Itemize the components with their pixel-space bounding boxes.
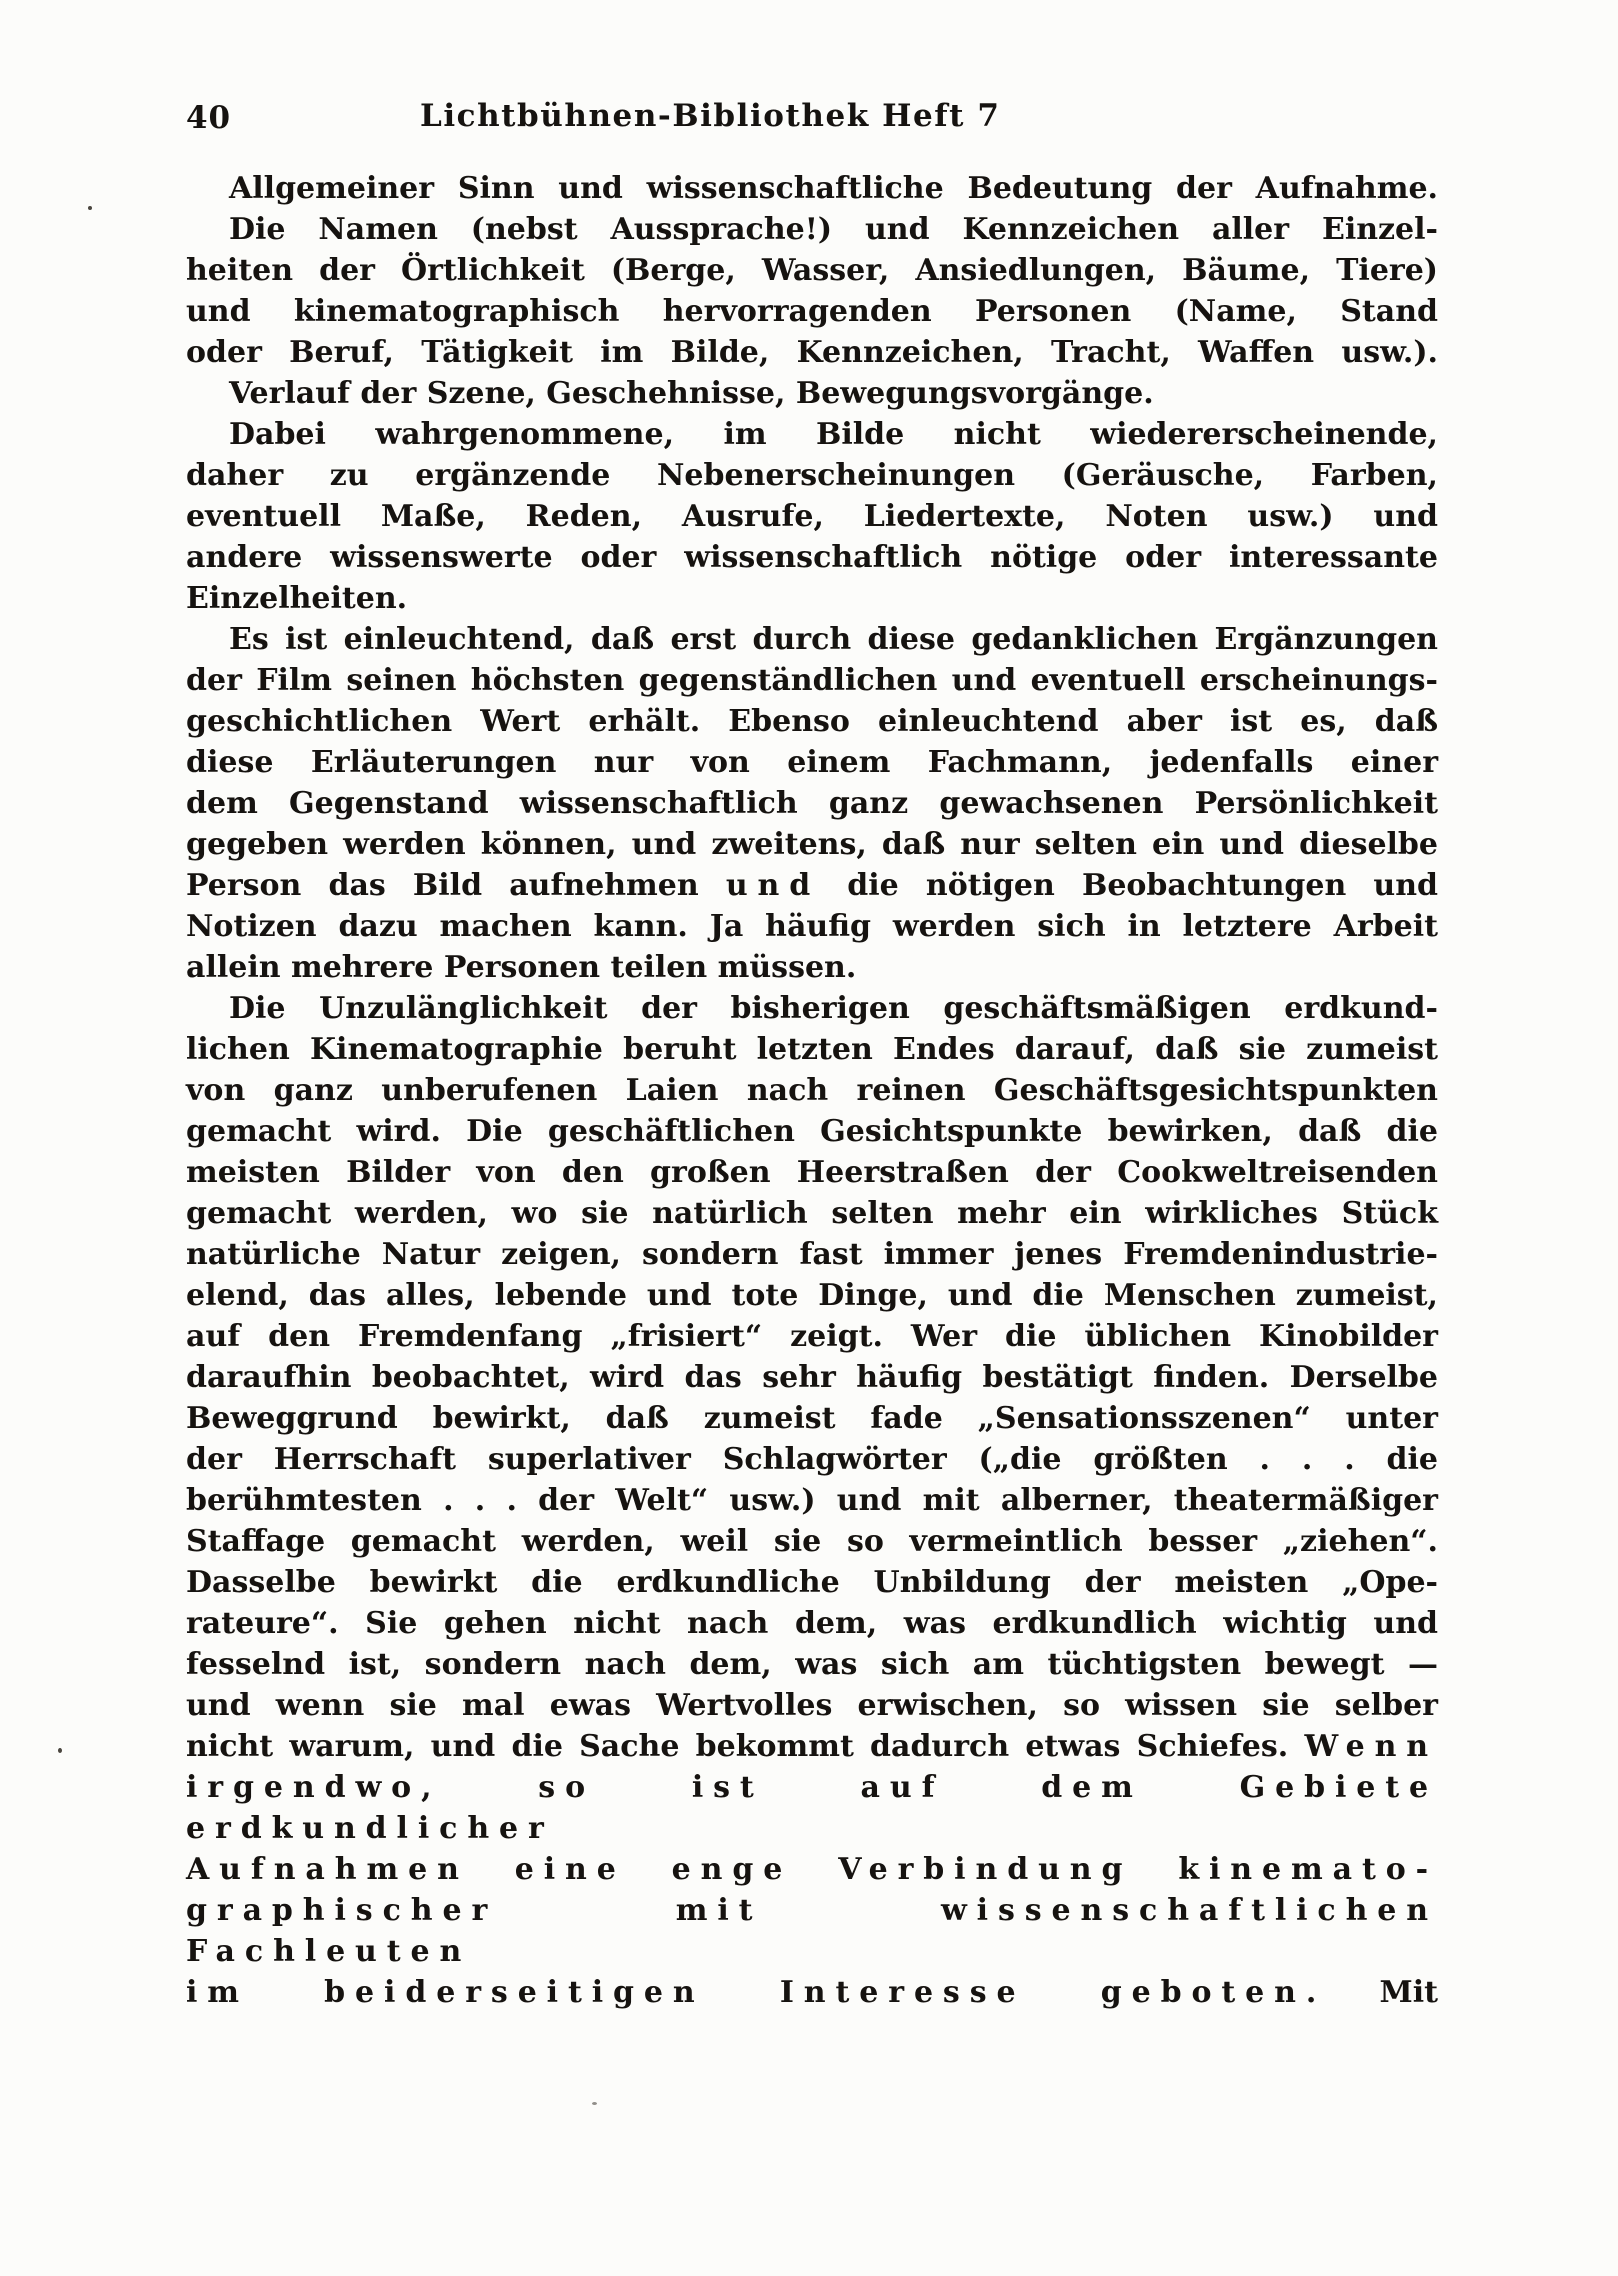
text-block [186,168,1438,2013]
text-segment: nicht warum, und die Sache bekommt dadurch etwas Schiefes. [186,1729,1305,1764]
text-segment: Notizen dazu machen kann. Ja häufig werden sich in letztere Arbeit [186,909,1438,944]
letterspaced-text: im beiderseitigen Interesse geboten. [186,1975,1327,2010]
text-line [186,1152,1438,1193]
text-line [186,1275,1438,1316]
text-segment: elend, das alles, lebende und tote Dinge, und die Menschen zumeist, [186,1278,1438,1313]
text-segment: der Film seinen höchsten gegenständlichen und eventuell erscheinungs- [186,663,1438,698]
text-segment: Allgemeiner Sinn und wissenschaftliche Bedeutung der Aufnahme. [229,171,1438,206]
text-line [186,291,1438,332]
text-line [186,1029,1438,1070]
text-line [186,1234,1438,1275]
text-segment: die nötigen Beobachtungen und [820,868,1439,903]
paragraph [186,209,1438,373]
text-segment: Die Namen (nebst Aussprache!) und Kennzeichen aller Einzel- [229,212,1438,247]
running-title: Lichtbühnen-Bibliothek Heft 7 [420,98,1001,134]
text-segment: heiten der Örtlichkeit (Berge, Wasser, Ansiedlungen, Bäume, Tiere) [186,253,1438,288]
text-segment: Einzelheiten. [186,581,408,616]
text-segment: Dabei wahrgenommene, im Bilde nicht wiedererscheinende, [229,417,1438,452]
text-segment: und wenn sie mal ewas Wertvolles erwischen, so wissen sie selber [186,1688,1438,1723]
text-segment: der Herrschaft superlativer Schlagwörter („die größten . . . die [186,1442,1438,1477]
letterspaced-text: irgendwo, so ist auf dem Gebiete erdkundlicher [186,1770,1438,1846]
text-line [186,619,1438,660]
text-line [186,660,1438,701]
text-segment: daher zu ergänzende Nebenerscheinungen (Geräusche, Farben, [186,458,1438,493]
text-line [186,414,1438,455]
text-line [186,1890,1438,1972]
text-line [186,1685,1438,1726]
text-line [186,947,1438,988]
letterspaced-text: Aufnahmen eine enge Verbindung kinemato- [186,1852,1438,1887]
letterspaced-text: graphischer mit wissenschaftlichen Fachleuten [186,1893,1438,1969]
paragraph [186,168,1438,209]
text-line [186,1357,1438,1398]
paragraph [186,373,1438,414]
text-line [186,1521,1438,1562]
scan-speck [592,2102,597,2105]
text-segment: Person das Bild aufnehmen [186,868,726,903]
paragraph [186,619,1438,988]
text-line [186,578,1438,619]
text-line [186,865,1438,906]
text-segment: lichen Kinematographie beruht letzten Endes darauf, daß sie zumeist [186,1032,1438,1067]
text-segment: Die Unzulänglichkeit der bisherigen geschäftsmäßigen erdkund- [229,991,1438,1026]
text-segment: natürliche Natur zeigen, sondern fast immer jenes Fremdenindustrie- [186,1237,1438,1272]
text-line [186,1767,1438,1849]
paragraph [186,414,1438,619]
text-line [186,1644,1438,1685]
text-line [186,1316,1438,1357]
text-segment: gemacht wird. Die geschäftlichen Gesichtspunkte bewirken, daß die [186,1114,1438,1149]
text-segment: allein mehrere Personen teilen müssen. [186,950,857,985]
text-line [186,332,1438,373]
text-line [186,988,1438,1029]
text-segment: dem Gegenstand wissenschaftlich ganz gewachsenen Persönlichkeit [186,786,1438,821]
text-line [186,1849,1438,1890]
text-segment: andere wissenswerte oder wissenschaftlich nötige oder interessante [186,540,1438,575]
text-line [186,824,1438,865]
text-line [186,168,1438,209]
text-line [186,1603,1438,1644]
text-line [186,1562,1438,1603]
text-line [186,783,1438,824]
text-line [186,1480,1438,1521]
text-segment: Beweggrund bewirkt, daß zumeist fade „Sensationsszenen“ unter [186,1401,1438,1436]
letterspaced-text: Wenn [1304,1729,1438,1764]
text-segment: Mit [1326,1975,1438,2010]
text-line [186,373,1438,414]
text-segment: fesselnd ist, sondern nach dem, was sich am tüchtigsten bewegt — [186,1647,1438,1682]
text-line [186,1193,1438,1234]
text-line [186,1439,1438,1480]
text-segment: meisten Bilder von den großen Heerstraßen der Cookweltreisenden [186,1155,1438,1190]
letterspaced-text: und [725,868,821,903]
text-line [186,1398,1438,1439]
text-segment: gemacht werden, wo sie natürlich selten mehr ein wirkliches Stück [186,1196,1438,1231]
text-segment: Dasselbe bewirkt die erdkundliche Unbildung der meisten „Ope- [186,1565,1438,1600]
paragraph [186,988,1438,2013]
text-line [186,209,1438,250]
text-line [186,537,1438,578]
text-segment: diese Erläuterungen nur von einem Fachmann, jedenfalls einer [186,745,1438,780]
text-segment: auf den Fremdenfang „frisiert“ zeigt. Wer die üblichen Kinobilder [186,1319,1438,1354]
text-segment: rateure“. Sie gehen nicht nach dem, was erdkundlich wichtig und [186,1606,1438,1641]
text-segment: eventuell Maße, Reden, Ausrufe, Liedertexte, Noten usw.) und [186,499,1438,534]
text-segment: Verlauf der Szene, Geschehnisse, Bewegungsvorgänge. [229,376,1154,411]
text-segment: und kinematographisch hervorragenden Personen (Name, Stand [186,294,1438,329]
scan-speck [58,1748,62,1753]
text-segment: gegeben werden können, und zweitens, daß nur selten ein und dieselbe [186,827,1438,862]
text-line [186,1726,1438,1767]
text-segment: berühmtesten . . . der Welt“ usw.) und mit alberner, theatermäßiger [186,1483,1438,1518]
text-line [186,1972,1438,2013]
text-segment: Es ist einleuchtend, daß erst durch diese gedanklichen Ergänzungen [229,622,1438,657]
text-line [186,701,1438,742]
text-line [186,496,1438,537]
text-line [186,1111,1438,1152]
text-line [186,250,1438,291]
text-segment: geschichtlichen Wert erhält. Ebenso einleuchtend aber ist es, daß [186,704,1438,739]
text-segment: von ganz unberufenen Laien nach reinen Geschäftsgesichtspunkten [186,1073,1438,1108]
text-line [186,906,1438,947]
page-number: 40 [186,100,231,136]
text-segment: daraufhin beobachtet, wird das sehr häufig bestätigt finden. Derselbe [186,1360,1438,1395]
text-segment: oder Beruf, Tätigkeit im Bilde, Kennzeichen, Tracht, Waffen usw.). [186,335,1438,370]
text-line [186,742,1438,783]
text-line [186,455,1438,496]
text-segment: Staffage gemacht werden, weil sie so vermeintlich besser „ziehen“. [186,1524,1438,1559]
text-line [186,1070,1438,1111]
scan-speck [88,206,92,210]
